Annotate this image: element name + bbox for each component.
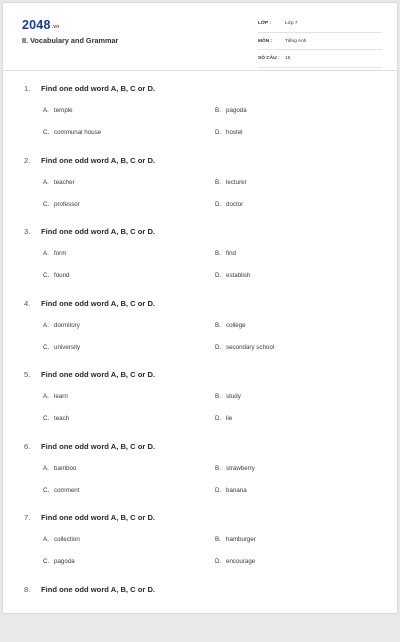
option-letter: C. (43, 129, 54, 136)
option-a[interactable] (43, 393, 68, 400)
meta-value: Lớp 7 (285, 17, 297, 26)
option-d[interactable] (215, 272, 250, 279)
question-text: Find one odd word A, B, C or D. (41, 299, 155, 308)
question-text: Find one odd word A, B, C or D. (41, 370, 155, 379)
option-letter: A. (43, 536, 54, 543)
question-number: 4. (24, 299, 41, 308)
meta-key: LỚP : (258, 17, 285, 26)
option-letter: B. (215, 179, 226, 186)
site-logo[interactable] (22, 18, 59, 32)
question-number: 3. (24, 227, 41, 236)
option-text: university (54, 344, 80, 351)
option-letter: D. (215, 558, 226, 565)
question-title (24, 227, 155, 236)
question-1 (3, 70, 397, 142)
question-title (24, 84, 155, 93)
option-letter: C. (43, 558, 54, 565)
option-letter: C. (43, 272, 54, 279)
option-text: teach (54, 415, 69, 422)
option-letter: D. (215, 487, 226, 494)
question-8 (3, 571, 397, 642)
question-number: 5. (24, 370, 41, 379)
option-letter: A. (43, 322, 54, 329)
worksheet-header (3, 3, 397, 65)
option-text: study (226, 393, 241, 400)
option-a[interactable] (43, 250, 66, 257)
option-text: communal house (54, 129, 101, 136)
option-letter: D. (215, 272, 226, 279)
question-text: Find one odd word A, B, C or D. (41, 156, 155, 165)
option-letter: C. (43, 487, 54, 494)
option-c[interactable] (43, 487, 79, 494)
question-6 (3, 428, 397, 500)
option-c[interactable] (43, 129, 101, 136)
option-text: encourage (226, 558, 255, 565)
option-text: establish (226, 272, 250, 279)
question-title (24, 370, 155, 379)
question-2 (3, 142, 397, 214)
option-b[interactable] (215, 179, 247, 186)
meta-row-class (258, 17, 382, 33)
option-letter: A. (43, 250, 54, 257)
option-letter: B. (215, 465, 226, 472)
option-text: doctor (226, 201, 243, 208)
logo-text: 2048 (22, 18, 51, 32)
option-letter: B. (215, 536, 226, 543)
question-number: 2. (24, 156, 41, 165)
option-c[interactable] (43, 415, 69, 422)
section-title: II. Vocabulary and Grammar (22, 36, 118, 45)
question-number: 6. (24, 442, 41, 451)
option-text: pagoda (226, 107, 247, 114)
meta-info (258, 17, 382, 70)
option-c[interactable] (43, 558, 75, 565)
meta-value: Tiếng Anh (285, 35, 306, 44)
logo-suffix: .vn (52, 24, 60, 30)
option-letter: C. (43, 415, 54, 422)
question-title (24, 299, 155, 308)
option-letter: A. (43, 179, 54, 186)
option-b[interactable] (215, 322, 246, 329)
option-letter: B. (215, 393, 226, 400)
option-letter: D. (215, 415, 226, 422)
option-letter: D. (215, 201, 226, 208)
option-a[interactable] (43, 107, 73, 114)
question-title (24, 585, 155, 594)
option-text: find (226, 250, 236, 257)
option-a[interactable] (43, 536, 80, 543)
option-letter: C. (43, 344, 54, 351)
option-d[interactable] (215, 415, 232, 422)
meta-row-subject (258, 35, 382, 51)
option-text: form (54, 250, 66, 257)
option-text: professor (54, 201, 80, 208)
option-text: hamburger (226, 536, 256, 543)
option-letter: D. (215, 344, 226, 351)
option-letter: A. (43, 393, 54, 400)
option-text: college (226, 322, 246, 329)
question-number: 7. (24, 513, 41, 522)
question-3 (3, 213, 397, 285)
option-d[interactable] (215, 201, 243, 208)
question-number: 1. (24, 84, 41, 93)
option-text: comment (54, 487, 79, 494)
question-text: Find one odd word A, B, C or D. (41, 227, 155, 236)
option-text: lecturer (226, 179, 247, 186)
option-b[interactable] (215, 536, 256, 543)
question-list (3, 70, 397, 642)
option-c[interactable] (43, 201, 80, 208)
option-d[interactable] (215, 487, 247, 494)
option-text: learn (54, 393, 68, 400)
option-letter: D. (215, 129, 226, 136)
meta-value: 15 (285, 52, 290, 61)
worksheet (3, 3, 397, 613)
option-letter: B. (215, 322, 226, 329)
option-text: hostel (226, 129, 243, 136)
option-text: found (54, 272, 69, 279)
option-b[interactable] (215, 250, 236, 257)
option-b[interactable] (215, 465, 255, 472)
meta-key: MÔN : (258, 35, 285, 44)
question-title (24, 442, 155, 451)
option-b[interactable] (215, 107, 247, 114)
option-letter: A. (43, 465, 54, 472)
option-a[interactable] (43, 465, 76, 472)
question-text: Find one odd word A, B, C or D. (41, 585, 155, 594)
option-text: teacher (54, 179, 75, 186)
option-letter: B. (215, 107, 226, 114)
option-text: secondary school (226, 344, 274, 351)
option-d[interactable] (215, 558, 255, 565)
option-a[interactable] (43, 322, 80, 329)
option-letter: C. (43, 201, 54, 208)
meta-key: SỐ CÂU : (258, 52, 285, 61)
option-text: bamboo (54, 465, 76, 472)
option-c[interactable] (43, 272, 69, 279)
option-letter: B. (215, 250, 226, 257)
option-letter: A. (43, 107, 54, 114)
option-a[interactable] (43, 179, 75, 186)
question-number: 8. (24, 585, 41, 594)
question-7 (3, 499, 397, 571)
question-5 (3, 356, 397, 428)
option-text: collection (54, 536, 80, 543)
option-d[interactable] (215, 344, 274, 351)
option-d[interactable] (215, 129, 243, 136)
question-4 (3, 285, 397, 357)
option-text: dormitory (54, 322, 80, 329)
option-text: temple (54, 107, 73, 114)
question-text: Find one odd word A, B, C or D. (41, 513, 155, 522)
option-text: strawberry (226, 465, 255, 472)
option-text: pagoda (54, 558, 75, 565)
question-text: Find one odd word A, B, C or D. (41, 84, 155, 93)
question-title (24, 513, 155, 522)
question-text: Find one odd word A, B, C or D. (41, 442, 155, 451)
option-text: banana (226, 487, 247, 494)
question-title (24, 156, 155, 165)
option-b[interactable] (215, 393, 241, 400)
option-c[interactable] (43, 344, 80, 351)
option-text: lie (226, 415, 232, 422)
meta-row-question-count (258, 52, 382, 68)
